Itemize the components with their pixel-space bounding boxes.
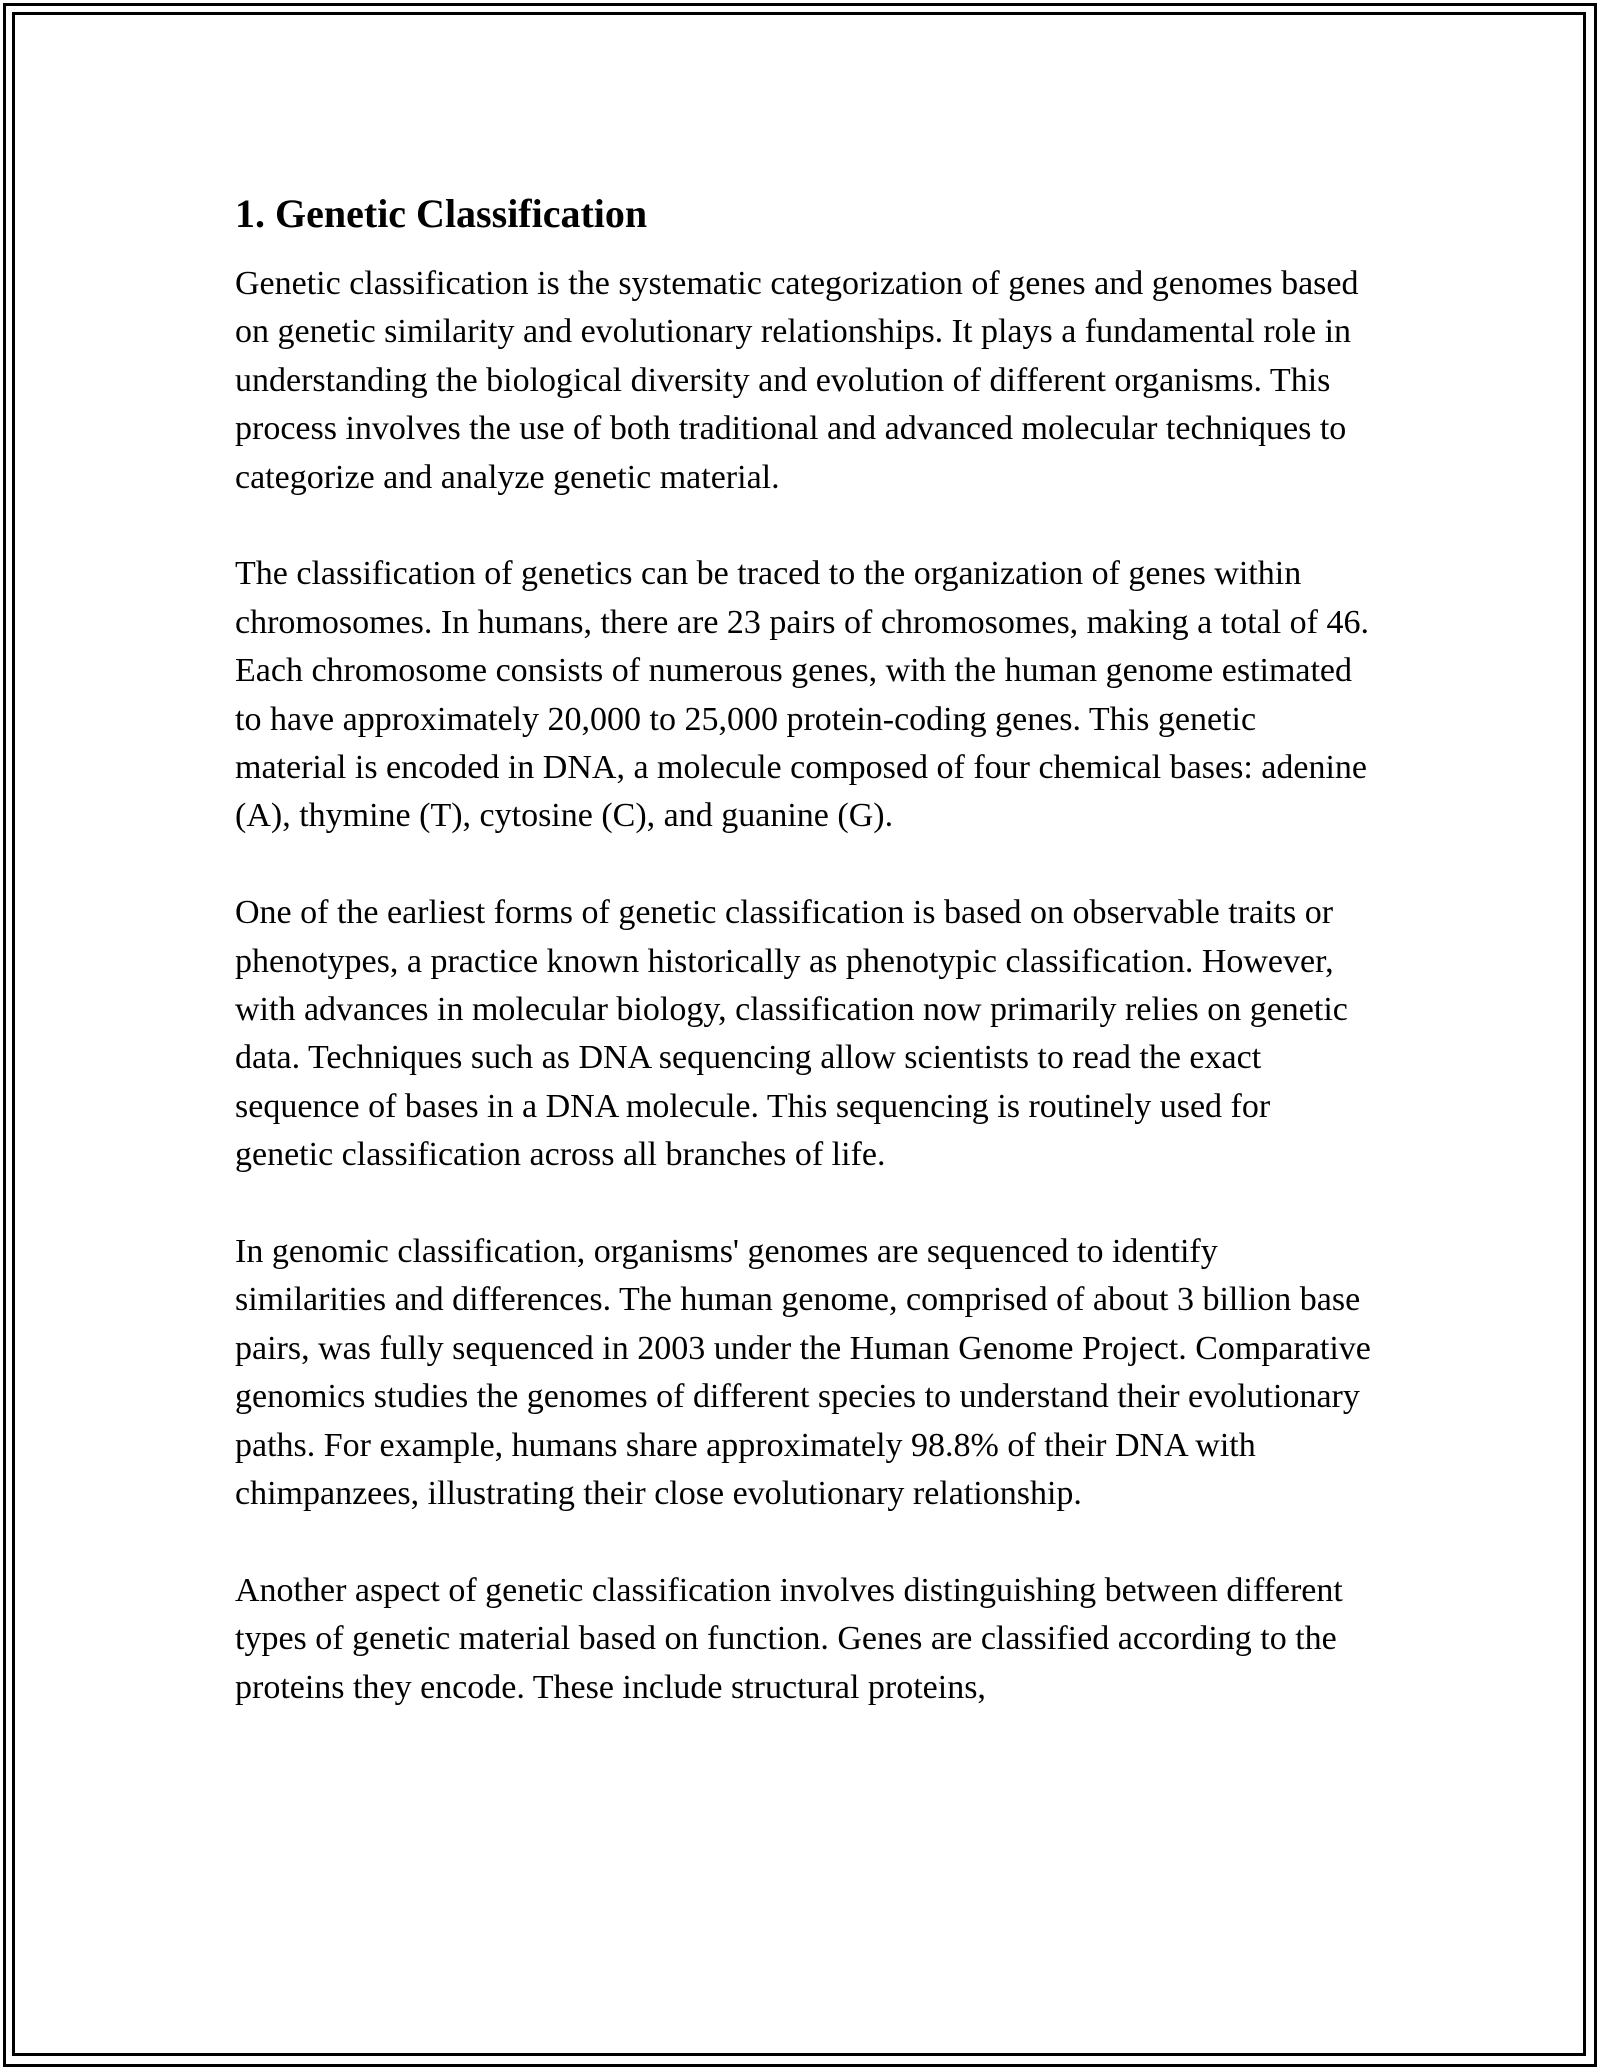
paragraph-chromosomes: The classification of genetics can be traced to the organization of genes within chromosomes. In humans, there are 23 pairs of chromosomes, making a total of 46. Each chromosome consists of numerous genes, with the human genome estimated to have approximately 20,000 to 25,000 protein-coding genes. This genetic material is encoded in DNA, a molecule composed of four chemical bases: adenine (A), thymine (T), cytosine (C), and guanine (G).: [235, 555, 1370, 835]
section-heading: 1. Genetic Classification: [235, 191, 648, 236]
document-body: [235, 188, 1375, 1712]
paragraph-intro: Genetic classification is the systematic categorization of genes and genomes based on genetic similarity and evolutionary relationships. It plays a fundamental role in understanding the biological diversity and evolution of different organisms. This process involves the use of both traditional and advanced molecular techniques to categorize and analyze genetic material.: [235, 265, 1359, 496]
paragraph-phenotypic: One of the earliest forms of genetic classification is based on observable traits or phenotypes, a practice known historically as phenotypic classification. However, with advances in molecular biology, classification now primarily relies on genetic data. Techniques such as DNA sequencing allow scientists to read the exact sequence of bases in a DNA molecule. This sequencing is routinely used for genetic classification across all branches of life.: [235, 894, 1348, 1174]
paragraph-genomic: In genomic classification, organisms' genomes are sequenced to identify similarities and differences. The human genome, comprised of about 3 billion base pairs, was fully sequenced in 2003 under the Human Genome Project. Comparative genomics studies the genomes of different species to understand their evolutionary paths. For example, humans share approximately 98.8% of their DNA with chimpanzees, illustrating their close evolutionary relationship.: [235, 1233, 1371, 1513]
paragraph-function: Another aspect of genetic classification involves distinguishing between different types of genetic material based on function. Genes are classified according to the proteins they encode. These include structural proteins,: [235, 1571, 1343, 1706]
